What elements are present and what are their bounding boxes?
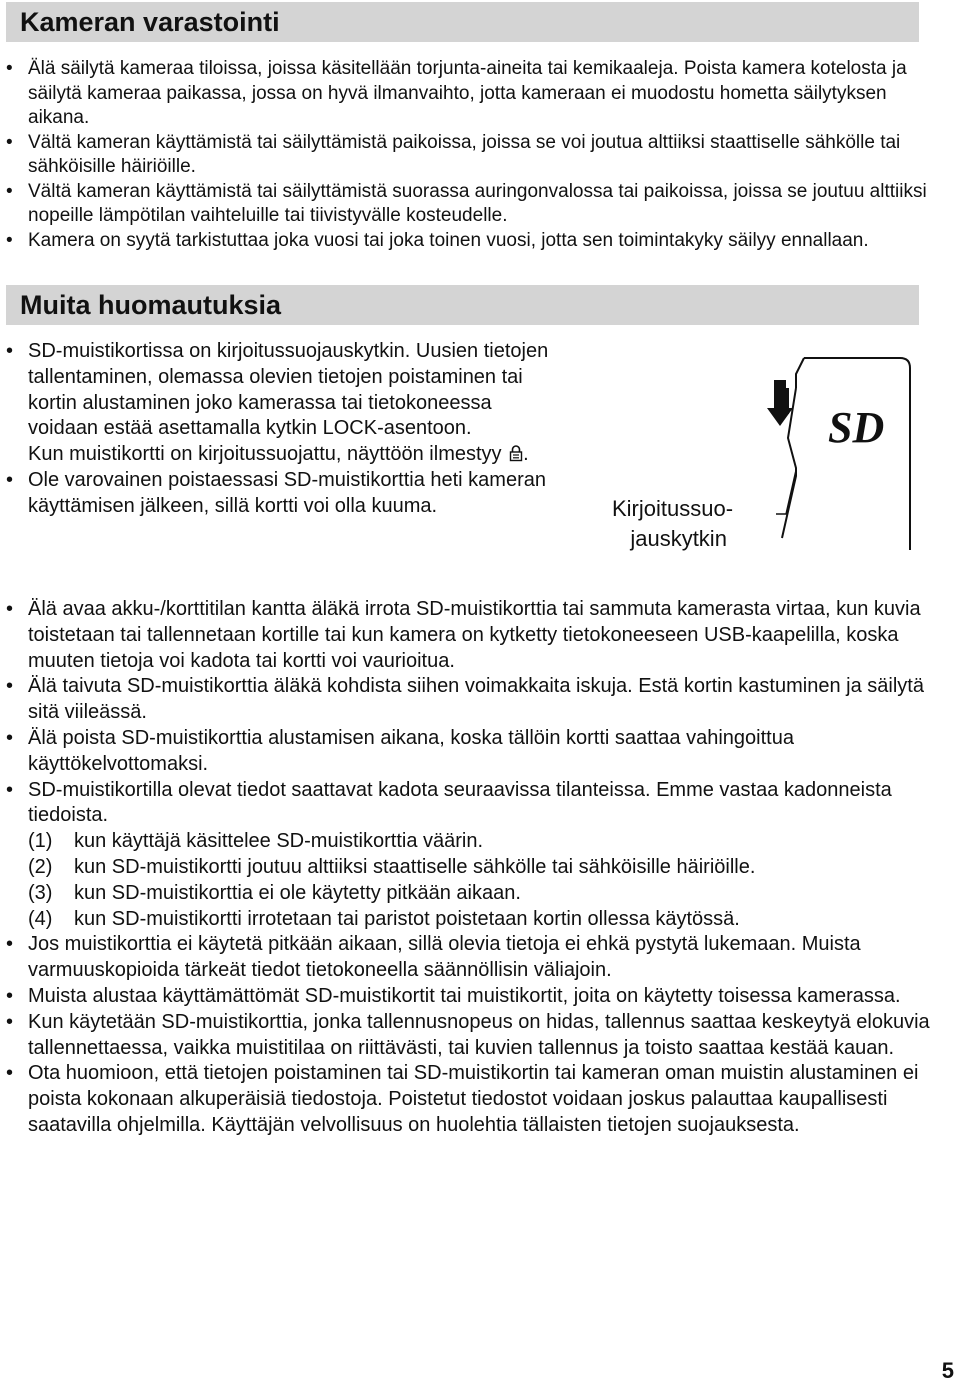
list-item: • Älä poista SD-muistikorttia alustamisen aikana, koska tällöin kortti saattaa vahingoittua käyttökelvottomaksi.: [0, 726, 930, 778]
data-loss-text: SD-muistikortilla olevat tiedot saattavat kadota seuraavissa tilanteissa. Emme vastaa kadonneista tiedoista.: [28, 778, 892, 827]
sub-item-number: (2): [28, 855, 53, 878]
list-item: • Kamera on syytä tarkistuttaa joka vuosi tai joka toinen vuosi, jotta sen toimintakyky säilyy ennallaan.: [0, 229, 930, 254]
list-item-data-loss: [0, 778, 930, 933]
list-item-hot-card: • Ole varovainen poistaessasi SD-muistikorttia heti kameran käyttämisen jälkeen, sillä kortti voi olla kuuma.: [0, 468, 560, 520]
list-item: • Muista alustaa käyttämättömät SD-muistikortit tai muistikortit, joita on käytetty toisessa kamerassa.: [0, 984, 930, 1010]
list-item: • Vältä kameran käyttämistä tai säilyttämistä paikoissa, joissa se voi joutua alttiiksi staattiselle sähkölle tai sähköisille häiriöille.: [0, 131, 930, 180]
sub-list-item: [28, 829, 930, 855]
list-item: • Jos muistikorttia ei käytetä pitkään aikaan, sillä olevia tietoja ei ehkä pystytä lukemaan. Muista varmuuskopioida tärkeät tiedot tietokoneella säännöllisin väliajoin.: [0, 932, 930, 984]
sub-item-number: (3): [28, 881, 53, 904]
list-item: • Älä avaa akku-/korttitilan kantta äläkä irrota SD-muistikorttia tai sammuta kamerasta virtaa, kun kuvia toistetaan tai tallennetaan kortille tai kun kamera on kytketty tietokoneeseen USB-kaapelilla, koska muuten tietoja voi kadota tai kortti voi vaurioitua.: [0, 597, 930, 674]
write-protect-note-end: .: [523, 443, 529, 466]
sub-item-text: kun SD-muistikortti irrotetaan tai paristot poistetaan kortin ollessa käytössä.: [74, 907, 740, 930]
sd-card-label: SD: [828, 403, 885, 452]
list-item: • Älä säilytä kameraa tiloissa, joissa käsitellään torjunta-aineita tai kemikaaleja. Poista kamera kotelosta ja säilytä kameraa paikassa, jossa on hyvä ilmanvaihto, jotta kameraan ei muodostu hometta säilytyksen aikana.: [0, 57, 930, 131]
storage-bullet-list: [0, 57, 930, 253]
lock-icon: [509, 444, 523, 461]
page-number: 5: [941, 1358, 954, 1383]
section-title-other-notes: Muita huomautuksia: [6, 285, 919, 325]
sd-notes-list-narrow: [0, 339, 560, 520]
sub-item-text: kun käyttäjä käsittelee SD-muistikorttia väärin.: [74, 830, 484, 853]
sub-item-text: kun SD-muistikortti joutuu alttiiksi staattiselle sähkölle tai sähköisille häiriöille.: [74, 855, 756, 878]
list-item-write-protect: [0, 339, 560, 468]
write-protect-text: SD-muistikortissa on kirjoitussuojauskytkin. Uusien tietojen tallentaminen, olemassa olevien tietojen poistaminen tai kortin alustaminen joko kamerassa tai tietokoneessa voidaan estää asettamalla kytkin LOCK-asentoon.: [28, 340, 549, 440]
write-protect-note: Kun muistikortti on kirjoitussuojattu, näyttöön ilmestyy: [28, 443, 502, 466]
sub-item-text: kun SD-muistikorttia ei ole käytetty pitkään aikaan.: [74, 881, 521, 904]
sub-item-number: (4): [28, 907, 53, 930]
sub-list-item: [28, 855, 930, 881]
section-title-camera-storage: Kameran varastointi: [6, 2, 919, 42]
sd-notes-list: [0, 597, 930, 1139]
sub-list-item: [28, 881, 930, 907]
list-item: • Kun käytetään SD-muistikorttia, jonka tallennusnopeus on hidas, tallennus saattaa keskeytyä elokuvia tallennettaessa, vaikka muistitilaa on riittävästi, tai kuvien tallennus ja toisto saattaa kestää kauan.: [0, 1010, 930, 1062]
list-item: • Ota huomioon, että tietojen poistaminen tai SD-muistikortin tai kameran oman muistin alustaminen ei poista kokonaan alkuperäisiä tiedostoja. Poistetut tiedostot voidaan joskus palauttaa kaupallisesti saatavilla ohjelmilla. Käyttäjän velvollisuus on huolehtia tällaisten tietojen suojauksesta.: [0, 1061, 930, 1138]
list-item: • Vältä kameran käyttämistä tai säilyttämistä suorassa auringonvalossa tai paikoissa, joissa se joutuu alttiiksi nopeille lämpötilan vaihteluille tai tiivistyvälle kosteudelle.: [0, 180, 930, 229]
list-item: • Älä taivuta SD-muistikorttia äläkä kohdista siihen voimakkaita iskuja. Estä kortin kastuminen ja säilytä sitä viileässä.: [0, 674, 930, 726]
sub-item-number: (1): [28, 830, 53, 853]
sub-list-item: [28, 907, 930, 933]
write-protect-switch-caption: Kirjoitussuo- jauskytkin: [612, 496, 734, 551]
